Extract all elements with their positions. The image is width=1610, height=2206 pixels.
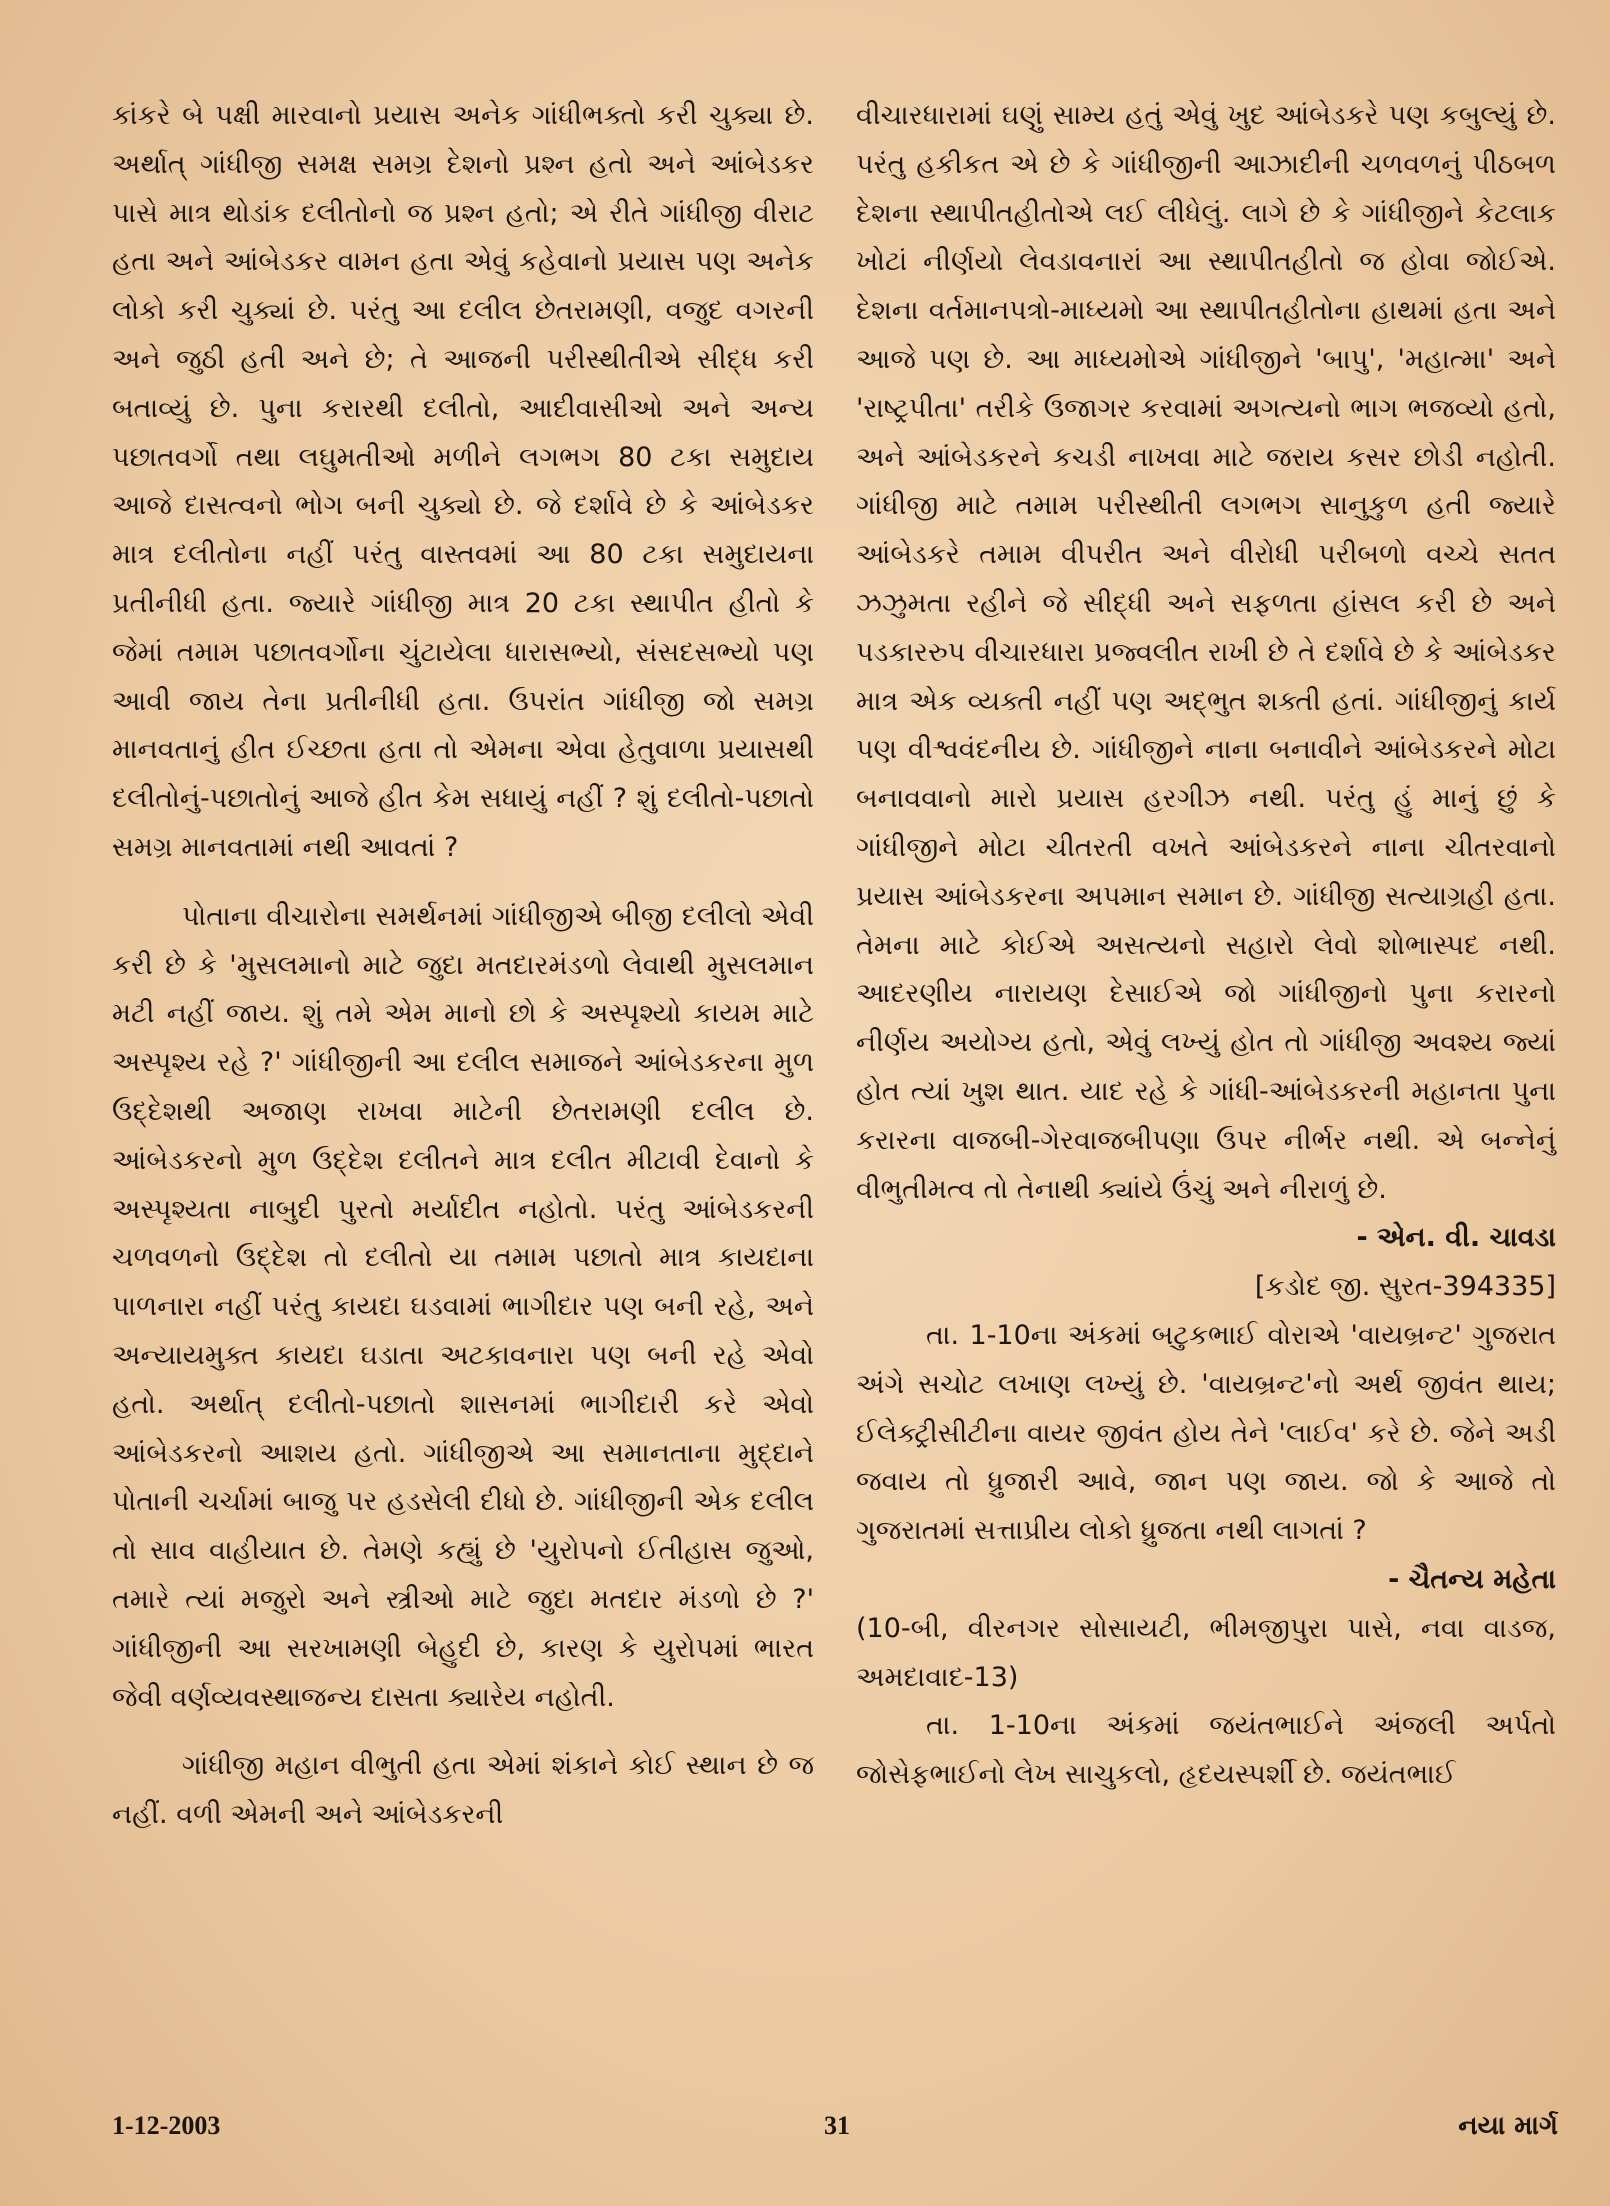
left-paragraph-3: ગાંધીજી મહાન વીભુતી હતા એમાં શંકાને કોઈ સ્થાન છે જ નહીં. વળી એમની અને આંબેડકરની xyxy=(112,1750,814,1831)
right-paragraph-2: તા. 1-10ના અંકમાં બટુકભાઈ વોરાએ 'વાયબ્રન્ટ' ગુજરાત અંગે સચોટ લખાણ લખ્યું છે. 'વાયબ્રન્ટ'નો અર્થ જીવંત થાય; ઈલેક્ટ્રીસીટીના વાયર જીવંત હોય તેને 'લાઈવ' કરે છે. જેને અડી જવાય તો ધ્રુજારી આવે, જાન પણ જાય. જો કે આજે તો ગુજરાતમાં સત્તાપ્રીય લોકો ધ્રુજતા નથી લાગતાં ? xyxy=(856,1319,1556,1547)
letter-signature-2: - ચૈતન્ય મહેતા xyxy=(1388,1563,1556,1595)
left-paragraph-1: કાંકરે બે પક્ષી મારવાનો પ્રયાસ અનેક ગાંધીભક્તો કરી ચુક્યા છે. અર્થાત્ ગાંધીજી સમક્ષ સમગ્ર દેશનો પ્રશ્ન હતો અને આંબેડકર પાસે માત્ર થોડાંક દલીતોનો જ પ્રશ્ન હતો; એ રીતે ગાંધીજી વીરાટ હતા અને આંબેડકર વામન હતા એવું કહેવાનો પ્રયાસ પણ અનેક લોકો કરી ચુક્યાં છે. પરંતુ આ દલીલ છેતરામણી, વજુદ વગરની અને જુઠી હતી અને છે; તે આજની પરીસ્થીતીએ સીદ્ધ કરી બતાવ્યું છે. પુના કરારથી દલીતો, આદીવાસીઓ અને અન્ય પછાતવર્ગો તથા લઘુમતીઓ મળીને લગભગ 80 ટકા સમુદાય આજે દાસત્વનો ભોગ બની ચુક્યો છે. જે દર્શાવે છે કે આંબેડકર માત્ર દલીતોના નહીં પરંતુ વાસ્તવમાં આ 80 ટકા સમુદાયના પ્રતીનીધી હતા. જ્યારે ગાંધીજી માત્ર 20 ટકા સ્થાપીત હીતો કે જેમાં તમામ પછાતવર્ગોના ચુંટાયેલા ધારાસભ્યો, સંસદસભ્યો પણ આવી જાય તેના પ્રતીનીધી હતા. ઉપરાંત ગાંધીજી જો સમગ્ર માનવતાનું હીત ઈચ્છતા હતા તો એમના એવા હેતુવાળા પ્રયાસથી દલીતોનું-પછાતોનું આજે હીત કેમ સધાયું નહીં ? શું દલીતો-પછાતો સમગ્ર માનવતામાં નથી આવતાં ? xyxy=(112,100,814,863)
page-number: 31 xyxy=(824,2111,850,2140)
issue-date: 1-12-2003 xyxy=(112,2111,221,2140)
left-paragraph-2: પોતાના વીચારોના સમર્થનમાં ગાંધીજીએ બીજી દલીલો એવી કરી છે કે 'મુસલમાનો માટે જુદા મતદારમંડળો લેવાથી મુસલમાન મટી નહીં જાય. શું તમે એમ માનો છો કે અસ્પૃશ્યો કાયમ માટે અસ્પૃશ્ય રહે ?' ગાંધીજીની આ દલીલ સમાજને આંબેડકરના મુળ ઉદ્દેશથી અજાણ રાખવા માટેની છેતરામણી દલીલ છે. આંબેડકરનો મુળ ઉદ્દેશ દલીતને માત્ર દલીત મીટાવી દેવાનો કે અસ્પૃશ્યતા નાબુદી પુરતો મર્યાદીત નહોતો. પરંતુ આંબેડકરની ચળવળનો ઉદ્દેશ તો દલીતો યા તમામ પછાતો માત્ર કાયદાના પાળનારા નહીં પરંતુ કાયદા ઘડવામાં ભાગીદાર પણ બની રહે, અને અન્યાયમુક્ત કાયદા ઘડાતા અટકાવનારા પણ બની રહે એવો હતો. અર્થાત્ દલીતો-પછાતો શાસનમાં ભાગીદારી કરે એવો આંબેડકરનો આશય હતો. ગાંધીજીએ આ સમાનતાના મુદ્દાને પોતાની ચર્ચામાં બાજુ પર હડસેલી દીધો છે. ગાંધીજીની એક દલીલ તો સાવ વાહીયાત છે. તેમણે કહ્યું છે 'યુરોપનો ઈતીહાસ જુઓ, તમારે ત્યાં મજુરો અને સ્ત્રીઓ માટે જુદા મતદાર મંડળો છે ?' ગાંધીજીની આ સરખામણી બેહુદી છે, કારણ કે યુરોપમાં ભારત જેવી વર્ણવ્યવસ્થાજન્ય દાસતા ક્યારેય નહોતી. xyxy=(112,900,814,1713)
right-column xyxy=(856,92,1556,1800)
letter-signature-1: - એન. વી. ચાવડા xyxy=(1356,1222,1556,1254)
right-paragraph-3: તા. 1-10ના અંકમાં જયંતભાઈને અંજલી અર્પતો જોસેફભાઈનો લેખ સાચુકલો, હૃદયસ્પર્શી છે. જયંતભાઈ xyxy=(856,1710,1556,1791)
letter-address-2: (10-બી, વીરનગર સોસાયટી, ભીમજીપુરા પાસે, નવા વાડજ, અમદાવાદ-13) xyxy=(856,1612,1556,1693)
right-paragraph-1: વીચારધારામાં ઘણું સામ્ય હતું એવું ખુદ આંબેડકરે પણ કબુલ્યું છે. પરંતુ હકીકત એ છે કે ગાંધીજીની આઝાદીની ચળવળનું પીઠબળ દેશના સ્થાપીતહીતોએ લઈ લીધેલું. લાગે છે કે ગાંધીજીને કેટલાક ખોટાં નીર્ણયો લેવડાવનારાં આ સ્થાપીતહીતો જ હોવા જોઈએ. દેશના વર્તમાનપત્રો-માધ્યમો આ સ્થાપીતહીતોના હાથમાં હતા અને આજે પણ છે. આ માધ્યમોએ ગાંધીજીને 'બાપુ', 'મહાત્મા' અને 'રાષ્ટ્રપીતા' તરીકે ઉજાગર કરવામાં અગત્યનો ભાગ ભજવ્યો હતો, અને આંબેડકરને કચડી નાખવા માટે જરાય કસર છોડી નહોતી. ગાંધીજી માટે તમામ પરીસ્થીતી લગભગ સાનુકુળ હતી જ્યારે આંબેડકરે તમામ વીપરીત અને વીરોધી પરીબળો વચ્ચે સતત ઝઝુમતા રહીને જે સીદ્ધી અને સફળતા હાંસલ કરી છે અને પડકારરુપ વીચારધારા પ્રજ્વલીત રાખી છે તે દર્શાવે છે કે આંબેડકર માત્ર એક વ્યક્તી નહીં પણ અદ્ભુત શક્તી હતાં. ગાંધીજીનું કાર્ય પણ વીશ્વવંદનીય છે. ગાંધીજીને નાના બનાવીને આંબેડકરને મોટા બનાવવાનો મારો પ્રયાસ હરગીઝ નથી. પરંતુ હું માનું છું કે ગાંધીજીને મોટા ચીતરતી વખતે આંબેડકરને નાના ચીતરવાનો પ્રયાસ આંબેડકરના અપમાન સમાન છે. ગાંધીજી સત્યાગ્રહી હતા. તેમના માટે કોઈએ અસત્યનો સહારો લેવો શોભાસ્પદ નથી. આદરણીય નારાયણ દેસાઈએ જો ગાંધીજીનો પુના કરારનો નીર્ણય અયોગ્ય હતો, એવું લખ્યું હોત તો ગાંધીજી અવશ્ય જ્યાં હોત ત્યાં ખુશ થાત. યાદ રહે કે ગાંધી-આંબેડકરની મહાનતા પુના કરારના વાજબી-ગેરવાજબીપણા ઉપર નીર્ભર નથી. એ બન્નેનું વીભુતીમત્વ તો તેનાથી ક્યાંયે ઉંચું અને નીરાળું છે. xyxy=(856,100,1556,1205)
magazine-name: નયા માર્ગ xyxy=(1458,2111,1558,2141)
letter-address-1: [કડોદ જી. સુરત-394335] xyxy=(1254,1271,1556,1303)
left-column xyxy=(112,92,814,1840)
page-footer xyxy=(112,2111,1558,2145)
